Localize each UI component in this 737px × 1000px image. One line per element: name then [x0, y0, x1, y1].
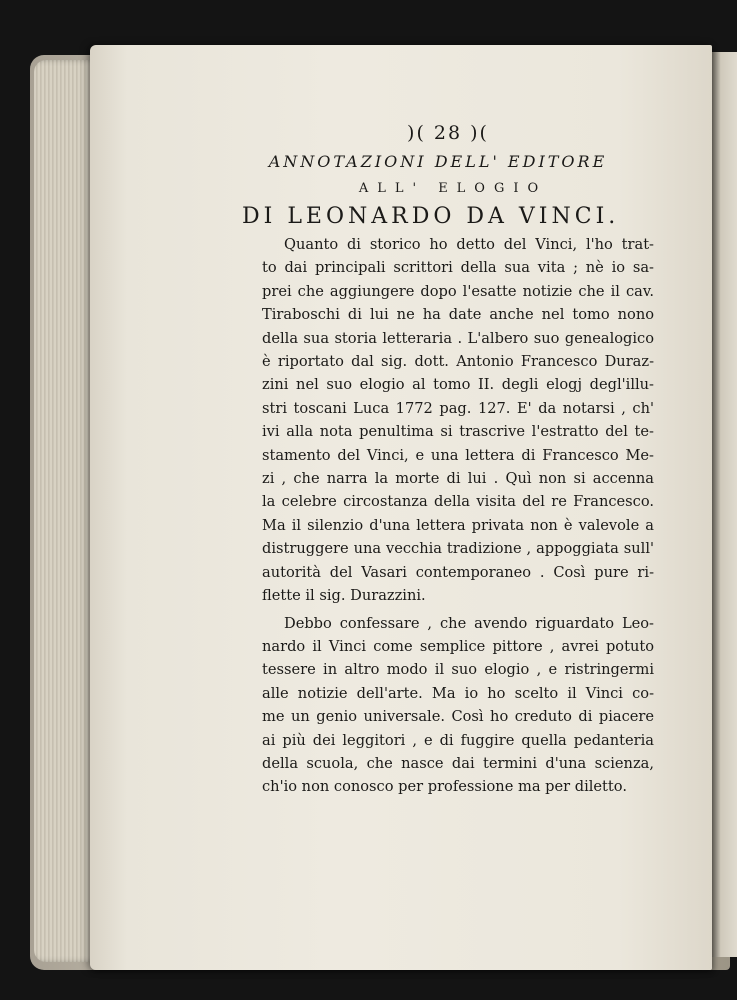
- text-line: prei che aggiungere dopo l'esatte notizie che il cav.: [262, 282, 654, 300]
- page-text-block: [242, 122, 654, 799]
- text-line: Debbo confessare , che avendo riguardato Leo-: [284, 614, 654, 632]
- text-line: della scuola, che nasce dai termini d'una scienza,: [262, 754, 654, 772]
- text-line: della sua storia letteraria . L'albero suo genealogico: [262, 329, 654, 347]
- text-line: Quanto di storico ho detto del Vinci, l'ho trat-: [284, 236, 654, 253]
- text-line: Ma il silenzio d'una lettera privata non è valevole a: [262, 516, 654, 534]
- text-line: alle notizie dell'arte. Ma io ho scelto il Vinci co-: [262, 684, 654, 702]
- text-line: flette il sig. Durazzini.: [262, 587, 426, 605]
- text-line: to dai principali scrittori della sua vita ; nè io sa-: [262, 259, 654, 277]
- text-line: stri toscani Luca 1772 pag. 127. E' da notarsi , ch': [262, 399, 654, 417]
- paragraph-2: [262, 612, 654, 799]
- text-line: ai più dei leggitori , e di fuggire quella pedanteria: [262, 731, 654, 749]
- text-line: nardo il Vinci come semplice pittore , avrei potuto: [262, 637, 654, 655]
- facing-page-edge: [712, 52, 737, 957]
- text-line: ch'io non conosco per professione ma per diletto.: [262, 778, 627, 796]
- text-line: zini nel suo elogio al tomo II. degli elogj degl'illu-: [262, 376, 654, 394]
- text-line: zi , che narra la morte di lui . Quì non si accenna: [262, 470, 654, 488]
- page-number: )( 28 )(: [407, 122, 489, 144]
- text-line: stamento del Vinci, e una lettera di Francesco Me-: [262, 446, 654, 464]
- text-line: è riportato dal sig. dott. Antonio Francesco Duraz-: [262, 353, 654, 371]
- text-line: autorità del Vasari contemporaneo . Così pure ri-: [262, 563, 654, 581]
- heading-all-elogio: ALL' ELOGIO: [358, 181, 548, 196]
- text-line: Tiraboschi di lui ne ha date anche nel tomo nono: [262, 306, 654, 324]
- heading-leonardo: DI LEONARDO DA VINCI.: [242, 204, 620, 229]
- text-line: me un genio universale. Così ho creduto di piacere: [262, 708, 654, 726]
- paragraph-1: [262, 233, 654, 608]
- heading-annotazioni: ANNOTAZIONI DELL' EDITORE: [268, 152, 608, 171]
- text-line: tessere in altro modo il suo elogio , e ristringermi: [262, 661, 654, 679]
- text-line: la celebre circostanza della visita del re Francesco.: [262, 493, 654, 511]
- text-line: distruggere una vecchia tradizione , appoggiata sull': [262, 540, 654, 558]
- text-line: ivi alla nota penultima si trascrive l'estratto del te-: [262, 423, 654, 441]
